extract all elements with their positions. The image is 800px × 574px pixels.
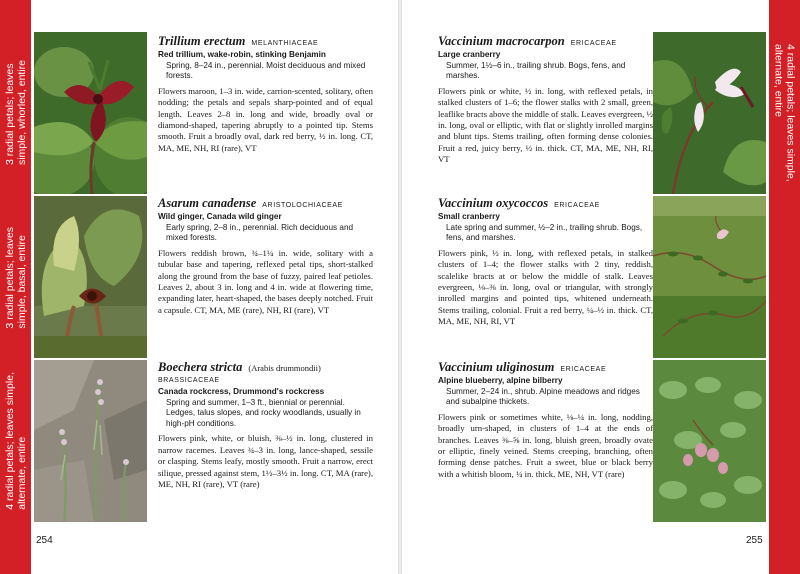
common-names: Alpine blueberry, alpine bilberry (438, 376, 563, 386)
species-entry (438, 360, 653, 480)
species-description: Flowers pink or white, ½ in. long, with reflexed petals, in stalked clusters of 1–6; the flower stalks with 2 small, green, leaflike bracts above the middle of stalk. Leaves evergreen, ½ in. long, oval or elliptic, with flat or slightly inrolled margins and blunt tips. Stems trailing, often forming dense colonies. Fruit a red, juicy berry, ½ in. thick. CT, MA, ME, NH, RI, VT (438, 85, 654, 165)
habit-habitat: Spring and summer, 1–3 ft., biennial or perennial. Ledges, talus slopes, and rocky woodlands, usually in high-pH conditions. (166, 397, 361, 428)
page-number: 254 (36, 535, 53, 546)
entry-title-row (438, 196, 653, 211)
species-description: Flowers pink or sometimes white, ⅛–¼ in. long, nodding, broadly urn-shaped, in clusters of 1–4 at the ends of branches. Leaves ⅜–⅝ in. long, bluish green, broadly ovate or elliptic, finely veined. Stems creeping, branching, often forming dense patches. Fruit a sweet, blue or black berry with a whitish bloom, ¼ in. thick. ME, NH, VT (rare) (438, 411, 653, 479)
rockcress-photo (34, 360, 147, 522)
habit-habitat: Early spring, 2–8 in., perennial. Rich deciduous and mixed forests. (166, 222, 354, 243)
trillium-photo (34, 32, 147, 194)
tab-label-text: 4 radial petals; leaves simple, alternate, entire (772, 43, 797, 182)
species-entry (158, 196, 373, 316)
species-entry (438, 196, 653, 328)
wild-ginger-photo (34, 196, 147, 358)
family-name: ERICACEAE (560, 366, 607, 373)
common-names: Canada rockcress, Drummond's rockcress (158, 387, 325, 397)
alpine-blueberry-photo (653, 360, 766, 522)
species-entry (438, 34, 653, 166)
section-tab-label (0, 30, 31, 195)
common-names: Small cranberry (438, 212, 500, 222)
species-entry (158, 34, 373, 154)
section-tab-label (769, 30, 800, 195)
family-name: ERICACEAE (554, 202, 600, 209)
family-name: ARISTOLOCHIACEAE (262, 202, 343, 209)
habit-habitat: Summer, 2–24 in., shrub. Alpine meadows and ridges and subalpine thickets. (446, 386, 640, 407)
scientific-name: Vaccinium macrocarpon (438, 34, 565, 48)
small-cranberry-photo (653, 196, 766, 358)
scientific-name: Trillium erectum (158, 34, 246, 48)
entry-title-row (438, 360, 653, 375)
entry-title-row (158, 196, 373, 211)
habit-habitat: Late spring and summer, ½–2 in., trailing shrub. Bogs, fens, and marshes. (446, 222, 643, 243)
left-page (0, 0, 398, 574)
family-name: BRASSICACEAE (158, 377, 220, 385)
species-description: Flowers maroon, 1–3 in. wide, carrion-scented, solitary, often nodding; the petals and sepals sharp-pointed and of equal length. Leaves 2–8 in. long and wide, broadly oval or diamond-shaped, tapering abruptly to a pointed tip. Stems smooth. Fruit a broadly oval, dark red berry, ½ in. long. CT, MA, ME, NH, RI (rare), VT (158, 85, 373, 153)
family-name: MELANTHIACEAE (251, 40, 319, 47)
scientific-name: Vaccinium oxycoccos (438, 196, 549, 210)
tab-label-text: 3 radial petals; leaves simple, basal, entire (3, 226, 28, 329)
habit-habitat: Summer, 1½–6 in., trailing shrub. Bogs, fens, and marshes. (446, 60, 626, 81)
tab-label-text: 4 radial petals; leaves simple, alternate, entire (3, 371, 28, 510)
species-description: Flowers pink, ½ in. long, with reflexed petals, in stalked clusters of 1–4; the flower stalks with 2 tiny, reddish, scalelike bracts at or below the middle of stalk. Leaves evergreen, ⅛–⅜ in. long, oval or triangular, with strongly inrolled margins and pointed tips, whitened underneath. Stems trailing, colonial. Fruit a red berry, ¼–½ in. thick. CT, MA, ME, NH, RI, VT (438, 247, 653, 327)
species-description: Flowers reddish brown, ¾–1¼ in. wide, solitary with a tubular base and tapering, reflexed petal tips, short-stalked along the ground from the base of fuzzy, paired leaf petioles. Leaves 2, about 3 in. long and 4 in. wide at flowering time, expanding later, heart-shaped, the bases deeply notched. Fruit a capsule. CT, MA, ME (rare), NH, RI (rare), VT (158, 247, 373, 315)
section-tab-label (0, 195, 31, 360)
page-number: 255 (746, 535, 763, 546)
entry-title-row (158, 34, 373, 49)
scientific-name: Boechera stricta (158, 360, 243, 374)
scientific-name: Asarum canadense (158, 196, 257, 210)
habit-habitat: Spring, 8–24 in., perennial. Moist deciduous and mixed forests. (166, 60, 366, 81)
right-page (402, 0, 800, 574)
entry-title-row (438, 34, 653, 49)
common-names: Large cranberry (438, 50, 501, 60)
common-names: Wild ginger, Canada wild ginger (158, 212, 282, 222)
common-names: Red trillium, wake-robin, stinking Benjamin (158, 50, 326, 60)
entry-title-row (158, 360, 373, 374)
species-entry (158, 360, 373, 490)
scientific-name: Vaccinium uliginosum (438, 360, 555, 374)
species-description: Flowers pink, white, or bluish, ⅜–½ in. long, clustered in narrow racemes. Leaves ¾–3 in. long, lance-shaped, sessile or clasping. Stems leafy, mostly smooth. Fruit a narrow, erect silique, pressed against stem, 1½–3½ in. long. CT, MA (rare), ME, NH, RI (rare), VT (rare) (158, 433, 373, 490)
section-tab-label (0, 358, 31, 523)
family-name: ERICACEAE (570, 40, 617, 47)
large-cranberry-photo (653, 32, 766, 194)
tab-label-text: 3 radial petals; leaves simple, whorled, entire (3, 59, 28, 166)
synonym: (Arabis drummondii) (248, 363, 321, 373)
